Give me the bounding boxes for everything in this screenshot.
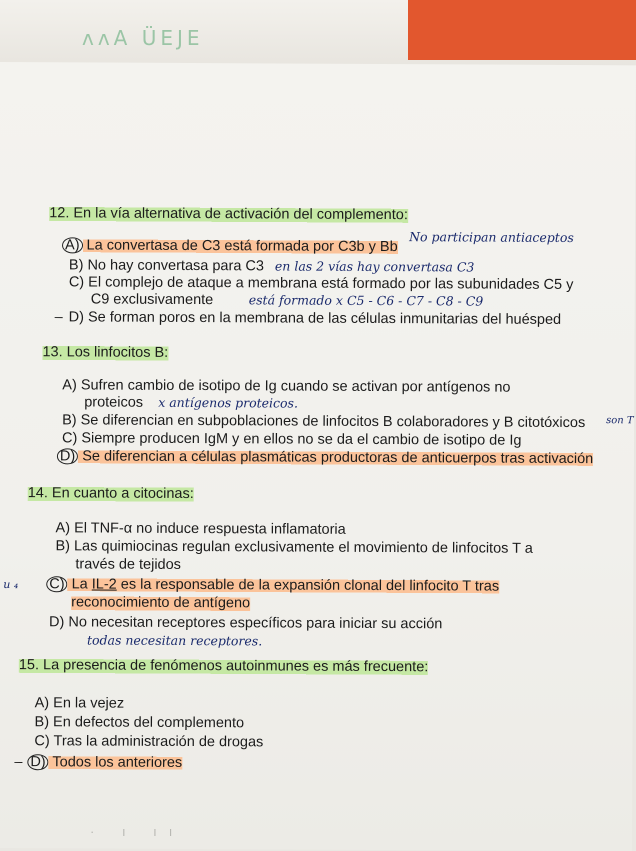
q14-margin-note: u ₄ (3, 578, 19, 592)
q13-note-a: x antígenos proteicos. (158, 394, 299, 411)
q12-option-d: D) Se forman poros en la membrana de las células inmunitarias del huésped (68, 309, 562, 328)
exam-page (0, 62, 636, 851)
q14-option-b-line1: B) Las quimiocinas regulan exclusivamente el movimiento de linfocitos T a (55, 538, 533, 557)
q15-option-d-circle: D) (27, 754, 48, 770)
q13-option-d (60, 448, 593, 468)
q13-option-c (62, 430, 522, 449)
q14-note-d: todas necesitan receptores. (86, 632, 263, 649)
q13-option-b: B) Se diferencian en subpoblaciones de linfocitos B colaboradores y B citotóxicos (62, 412, 586, 432)
q15-option-c (34, 733, 263, 751)
q12-option-c-line2: C9 exclusivamente (90, 291, 214, 309)
q15-dash-mark: – (14, 754, 23, 771)
q12-note-b: en las 2 vías hay convertasa C3 (274, 258, 475, 275)
question-12-stem: 12. En la vía alternativa de activación del complemento: (49, 205, 408, 224)
q14-option-a: A) El TNF-α no induce respuesta inflamatoria (55, 520, 346, 538)
q13-option-d-text: Se diferencian a células plasmáticas productoras de anticuerpos tras activación (78, 448, 594, 468)
question-13-stem: 13. Los linfocitos B: (42, 344, 169, 361)
q14-option-c-il2: IL-2 (91, 576, 117, 593)
q12-note-a: No participan antiaceptos (409, 229, 574, 246)
q14-option-c-circle: C) (46, 576, 67, 592)
q13-note-b: son T (606, 415, 634, 427)
q15-option-c-letter: C) (34, 733, 50, 750)
q15-option-b: B) En defectos del complemento (34, 714, 245, 732)
q15-option-d-text: Todos los anteriores (48, 754, 183, 771)
question-15-stem: 15. La presencia de fenómenos autoinmunes es más frecuente: (18, 657, 429, 676)
q13-option-c-text: Siempre producen IgM y en ellos no se da el cambio de isotipo de Ig (77, 430, 522, 449)
q14-option-c-line2: reconocimiento de antígeno (71, 594, 251, 612)
q15-option-d (30, 754, 182, 772)
q12-option-a-circle: A) (62, 237, 83, 253)
q13-option-c-letter: C) (61, 430, 78, 447)
q14-option-c-text: es la responsable de la expansión clonal del linfocito T tras (116, 576, 500, 595)
q14-option-c-pre: La (67, 576, 92, 593)
question-14-stem: 14. En cuanto a citocinas: (27, 485, 194, 503)
orange-folder-tab (408, 0, 636, 60)
q12-option-a-text: La convertasa de C3 está formada por C3b y Bb (82, 237, 398, 256)
q12-option-a (65, 237, 398, 256)
top-handwritten-note: ᴧᴧA ÜEJE (82, 26, 204, 50)
bottom-faint-marks: · ı ıı (90, 824, 185, 839)
q13-option-a-line2: proteicos (84, 394, 144, 411)
q14-option-c (49, 576, 499, 595)
q15-option-a: A) En la vejez (34, 695, 125, 712)
q12-note-c: está formado x C5 - C6 - C7 - C8 - C9 (248, 292, 484, 309)
q13-option-d-circle: D) (57, 448, 78, 464)
q14-option-d: D) No necesitan receptores específicos para iniciar su acción (49, 614, 443, 633)
q15-option-c-text: Tras la administración de drogas (49, 733, 264, 751)
q13-option-a-line1: A) Sufren cambio de isotipo de Ig cuando se activan por antígenos no (62, 377, 511, 396)
q14-option-b-line2: través de tejidos (75, 556, 182, 573)
q12-option-b: B) No hay convertasa para C3 (68, 257, 265, 275)
q12-option-c-line1: C) El complejo de ataque a membrana está formado por las subunidades C5 y (68, 274, 574, 294)
q12-dash-mark: – (54, 309, 63, 326)
